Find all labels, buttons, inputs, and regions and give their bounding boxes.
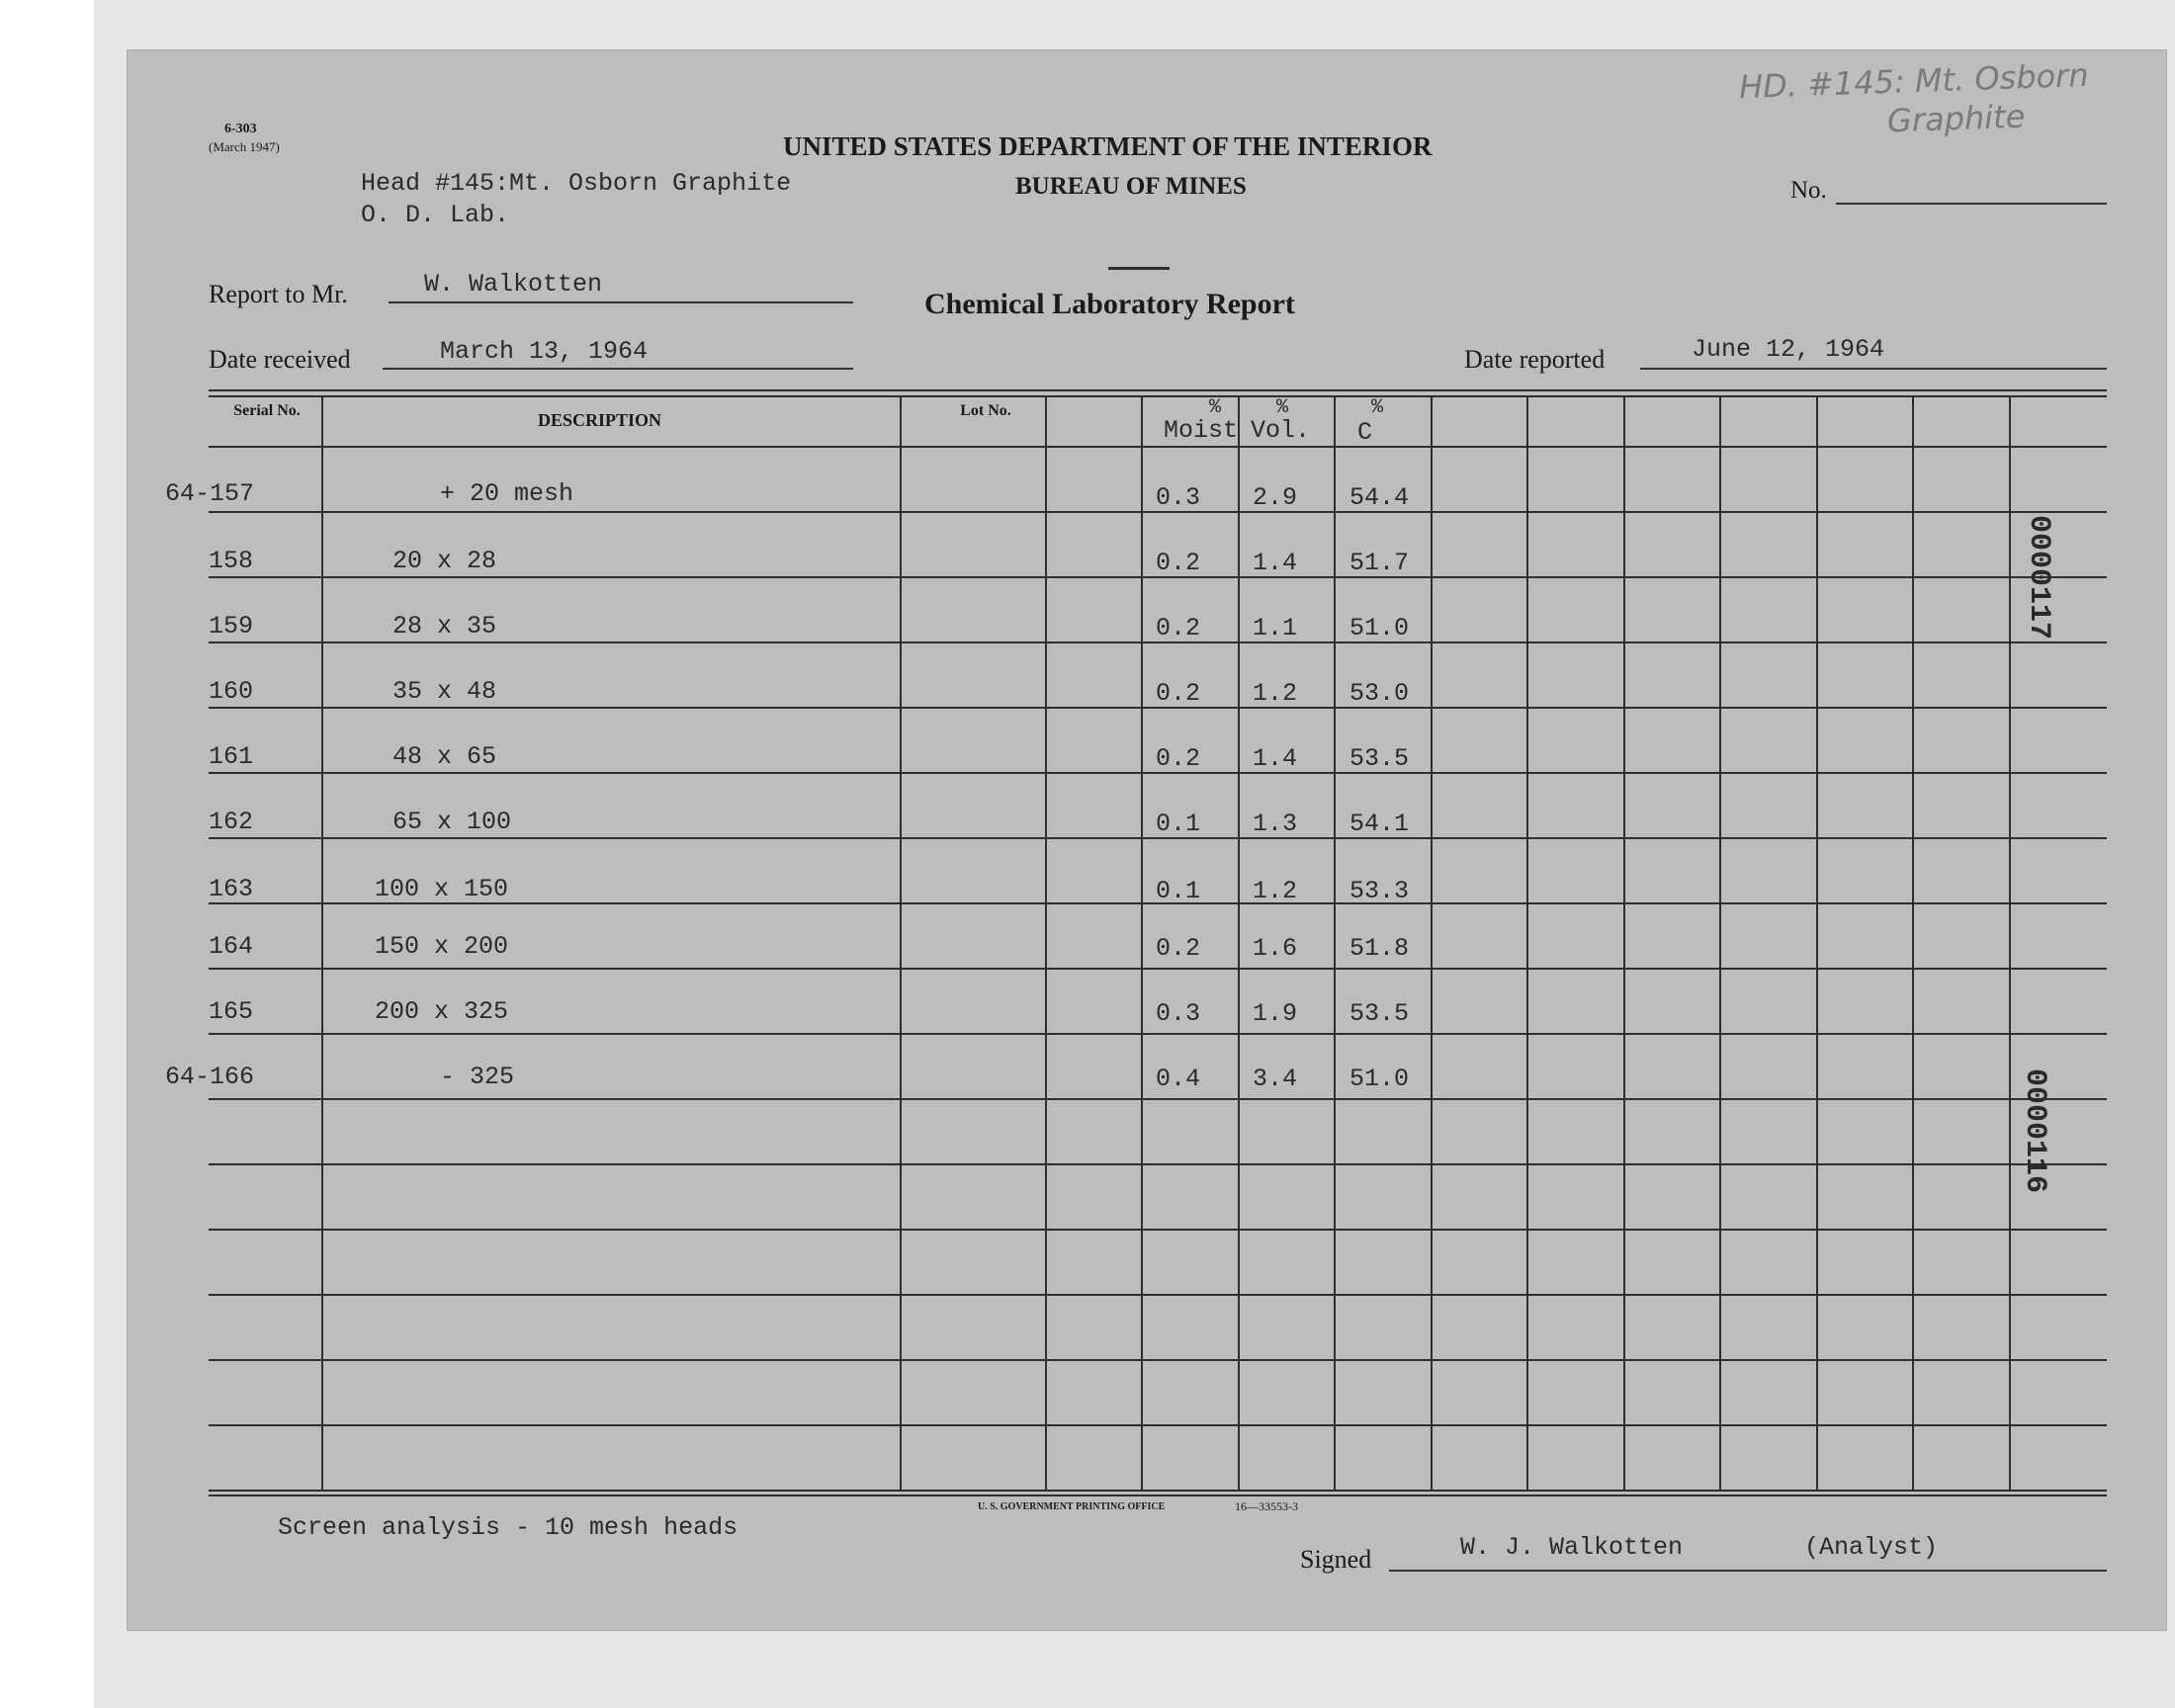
row-serial: 165	[209, 997, 254, 1026]
row-moist: 0.2	[1156, 679, 1201, 708]
row-moist: 0.4	[1156, 1065, 1201, 1093]
table-bottom-rule	[209, 1490, 2107, 1492]
col-line-serial	[321, 397, 323, 1490]
row-description: + 20 mesh	[440, 479, 574, 508]
printing-code: 16—33553-3	[1235, 1499, 1298, 1513]
row-c: 51.8	[1349, 934, 1410, 963]
row-description: 65 x 100	[392, 808, 512, 836]
row-c: 53.5	[1349, 999, 1410, 1028]
row-moist: 0.3	[1156, 999, 1201, 1028]
header-lot: Lot No.	[960, 402, 1011, 419]
row-line	[209, 1163, 2107, 1165]
footer-note: Screen analysis - 10 mesh heads	[278, 1513, 739, 1542]
header-serial: Serial No.	[233, 402, 301, 419]
row-c: 51.7	[1349, 549, 1410, 577]
row-description: 28 x 35	[392, 612, 497, 640]
row-vol: 1.4	[1253, 744, 1298, 773]
header-vol: Vol.	[1251, 416, 1311, 445]
signature-underline	[1389, 1570, 2107, 1572]
row-vol: 1.2	[1253, 679, 1298, 708]
report-to-value: W. Walkotten	[424, 270, 603, 299]
header-description: DESCRIPTION	[538, 410, 662, 430]
row-c: 53.0	[1349, 679, 1410, 708]
row-vol: 1.6	[1253, 934, 1298, 963]
signed-by: W. J. Walkotten	[1460, 1533, 1684, 1562]
row-moist: 0.2	[1156, 549, 1201, 577]
report-title: Chemical Laboratory Report	[924, 288, 1295, 320]
row-line	[209, 1424, 2107, 1426]
row-vol: 1.1	[1253, 614, 1298, 642]
row-c: 54.1	[1349, 810, 1410, 838]
row-c: 53.5	[1349, 744, 1410, 773]
date-reported-value: June 12, 1964	[1692, 335, 1885, 364]
table-top-rule	[209, 389, 2107, 391]
row-moist: 0.2	[1156, 934, 1201, 963]
table-top-rule-2	[209, 395, 2107, 397]
col-line-description	[900, 397, 902, 1490]
row-serial: 162	[209, 808, 254, 836]
head-info-line2: O. D. Lab.	[361, 201, 510, 229]
row-description: 48 x 65	[392, 742, 497, 771]
row-serial: 163	[209, 875, 254, 903]
col-line-c	[1334, 397, 1336, 1490]
row-vol: 2.9	[1253, 483, 1298, 512]
col-line-e5	[1816, 397, 1818, 1490]
col-line-vol	[1238, 397, 1240, 1490]
head-info-line1: Head #145:Mt. Osborn Graphite	[361, 169, 792, 198]
report-to-label: Report to Mr.	[209, 280, 348, 308]
col-line-lot	[1045, 397, 1047, 1490]
row-line	[209, 1098, 2107, 1100]
date-reported-label: Date reported	[1464, 345, 1606, 374]
signed-label: Signed	[1300, 1545, 1372, 1574]
row-description: 150 x 200	[375, 932, 509, 961]
col-line-e6	[1912, 397, 1914, 1490]
stamp-top: 0000117	[2022, 515, 2055, 640]
row-serial: 64-157	[165, 479, 255, 508]
handwritten-note-line2: Graphite	[1886, 97, 2026, 140]
row-vol: 1.3	[1253, 810, 1298, 838]
row-moist: 0.2	[1156, 744, 1201, 773]
row-description: - 325	[440, 1063, 515, 1091]
row-serial: 159	[209, 612, 254, 640]
stamp-bottom: 0000116	[2018, 1068, 2051, 1194]
header-bottom-rule	[209, 446, 2107, 448]
row-serial: 64-166	[165, 1063, 255, 1091]
row-line	[209, 1359, 2107, 1361]
row-serial: 161	[209, 742, 254, 771]
row-moist: 0.2	[1156, 614, 1201, 642]
row-c: 51.0	[1349, 614, 1410, 642]
handwritten-note-line1: HD. #145: Mt. Osborn	[1738, 55, 2090, 107]
col-line-moist	[1141, 397, 1143, 1490]
printing-office: U. S. GOVERNMENT PRINTING OFFICE	[978, 1501, 1166, 1512]
row-description: 200 x 325	[375, 997, 509, 1026]
row-description: 35 x 48	[392, 677, 497, 706]
row-vol: 1.9	[1253, 999, 1298, 1028]
row-line	[209, 1033, 2107, 1035]
row-description: 20 x 28	[392, 547, 497, 575]
table-bottom-rule-2	[209, 1494, 2107, 1496]
row-line	[209, 968, 2107, 970]
header-moist: Moist	[1164, 416, 1239, 445]
date-received-label: Date received	[209, 345, 351, 374]
bureau-title: BUREAU OF MINES	[1015, 173, 1247, 200]
row-c: 54.4	[1349, 483, 1410, 512]
header-vol-pct: %	[1276, 396, 1289, 419]
row-vol: 1.4	[1253, 549, 1298, 577]
scan-margin	[0, 0, 94, 1708]
lab-report-form	[127, 49, 2167, 1631]
row-line	[209, 1229, 2107, 1231]
date-received-value: March 13, 1964	[440, 337, 649, 366]
no-label: No.	[1790, 177, 1827, 204]
col-line-e7	[2009, 397, 2011, 1490]
row-line	[209, 1294, 2107, 1296]
form-number: 6-303	[224, 122, 257, 136]
department-title: UNITED STATES DEPARTMENT OF THE INTERIOR	[783, 131, 1433, 161]
row-moist: 0.1	[1156, 877, 1201, 905]
results-table	[128, 50, 2166, 1630]
header-c: C	[1357, 418, 1373, 447]
row-c: 53.3	[1349, 877, 1410, 905]
row-serial: 158	[209, 547, 254, 575]
row-vol: 3.4	[1253, 1065, 1298, 1093]
row-serial: 160	[209, 677, 254, 706]
col-line-e3	[1623, 397, 1625, 1490]
col-line-e1	[1431, 397, 1433, 1490]
col-line-e2	[1526, 397, 1528, 1490]
signer-role: (Analyst)	[1804, 1533, 1939, 1562]
row-moist: 0.3	[1156, 483, 1201, 512]
col-line-e4	[1719, 397, 1721, 1490]
row-c: 51.0	[1349, 1065, 1410, 1093]
header-c-pct: %	[1371, 396, 1384, 419]
row-vol: 1.2	[1253, 877, 1298, 905]
header-moist-pct: %	[1209, 396, 1222, 419]
row-serial: 164	[209, 932, 254, 961]
row-description: 100 x 150	[375, 875, 509, 903]
form-revision: (March 1947)	[209, 139, 280, 154]
row-moist: 0.1	[1156, 810, 1201, 838]
